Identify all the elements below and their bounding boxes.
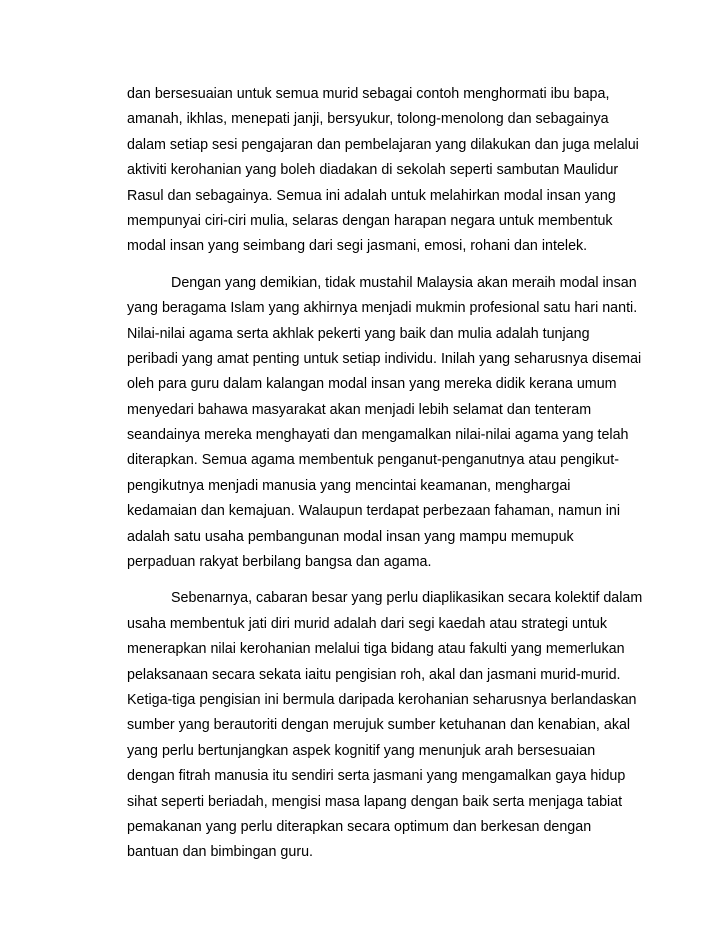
text-line: oleh para guru dalam kalangan modal insan yang mereka didik kerana umum [127, 376, 617, 393]
text-line: menyedari bahawa masyarakat akan menjadi lebih selamat dan tenteram [127, 401, 592, 418]
text-line: modal insan yang seimbang dari segi jasmani, emosi, rohani dan intelek. [127, 238, 588, 255]
text-line: yang perlu bertunjangkan aspek kognitif yang menunjuk arah bersesuaian [127, 742, 596, 759]
paragraph-3 [127, 586, 647, 865]
text-line: menerapkan nilai kerohanian melalui tiga bidang atau fakulti yang memerlukan [127, 641, 625, 658]
paragraph-2 [127, 271, 647, 576]
text-line: kedamaian dan kemajuan. Walaupun terdapat perbezaan fahaman, namun ini [127, 503, 621, 520]
text-line: dan bersesuaian untuk semua murid sebagai contoh menghormati ibu bapa, [127, 86, 610, 102]
text-line: dengan fitrah manusia itu sendiri serta jasmani yang mengamalkan gaya hidup [127, 768, 626, 785]
text-line: bantuan dan bimbingan guru. [127, 844, 314, 861]
text-line-indented: Sebenarnya, cabaran besar yang perlu diaplikasikan secara kolektif dalam [171, 590, 643, 607]
text-line: sihat seperti beriadah, mengisi masa lapang dengan baik serta menjaga tabiat [127, 793, 623, 810]
text-line: pengikutnya menjadi manusia yang mencintai keamanan, menghargai [127, 477, 571, 494]
text-line: amanah, ikhlas, menepati janji, bersyukur, tolong-menolong dan sebagainya [127, 111, 609, 128]
body-text [127, 82, 647, 866]
text-line: Rasul dan sebagainya. Semua ini adalah untuk melahirkan modal insan yang [127, 187, 616, 204]
text-line: diterapkan. Semua agama membentuk penganut-penganutnya atau pengikut- [127, 452, 619, 469]
text-line: Ketiga-tiga pengisian ini bermula daripada kerohanian seharusnya berlandaskan [127, 691, 637, 708]
text-line: pemakanan yang perlu diterapkan secara optimum dan berkesan dengan [127, 818, 592, 835]
text-line: adalah satu usaha pembangunan modal insan yang mampu memupuk [127, 528, 574, 545]
text-line: yang beragama Islam yang akhirnya menjadi mukmin profesional satu hari nanti. [127, 300, 638, 317]
text-line: aktiviti kerohanian yang boleh diadakan di sekolah seperti sambutan Maulidur [127, 162, 619, 179]
text-line: dalam setiap sesi pengajaran dan pembelajaran yang dilakukan dan juga melalui [127, 136, 639, 153]
text-line: mempunyai ciri-ciri mulia, selaras dengan harapan negara untuk membentuk [127, 212, 613, 229]
text-line-indented: Dengan yang demikian, tidak mustahil Malaysia akan meraih modal insan [171, 274, 637, 291]
paragraph-1 [127, 82, 647, 260]
text-line: seandainya mereka menghayati dan mengamalkan nilai-nilai agama yang telah [127, 427, 629, 444]
text-line: perpaduan rakyat berbilang bangsa dan agama. [127, 554, 432, 571]
text-line: sumber yang berautoriti dengan merujuk sumber ketuhanan dan kenabian, akal [127, 717, 631, 734]
text-line: pelaksanaan secara sekata iaitu pengisian roh, akal dan jasmani murid-murid. [127, 666, 621, 683]
text-line: Nilai-nilai agama serta akhlak pekerti yang baik dan mulia adalah tunjang [127, 325, 590, 342]
text-line: usaha membentuk jati diri murid adalah dari segi kaedah atau strategi untuk [127, 615, 608, 632]
text-line: peribadi yang amat penting untuk setiap individu. Inilah yang seharusnya disemai [127, 350, 642, 367]
